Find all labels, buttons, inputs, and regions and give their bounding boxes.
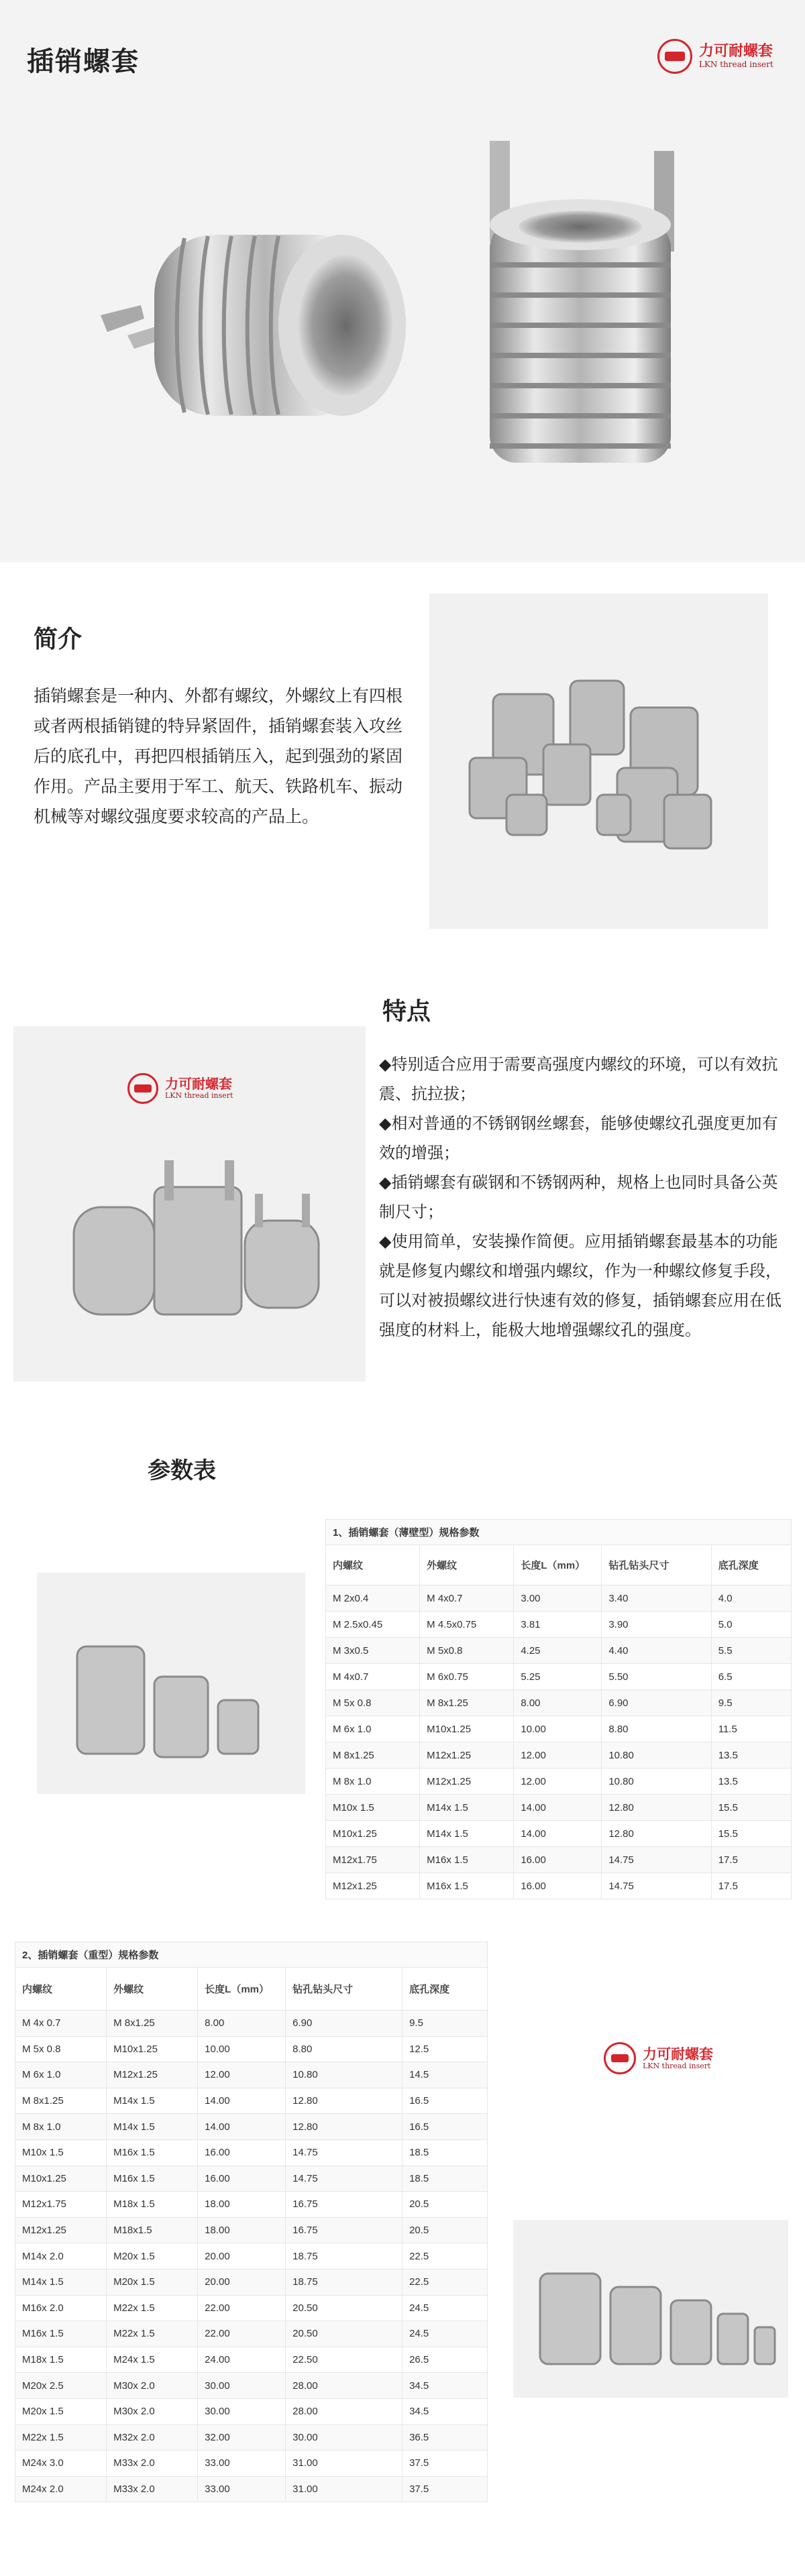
table-cell: M16x 1.5 <box>15 2321 107 2347</box>
table-cell: 10.00 <box>514 1716 602 1742</box>
table-cell: 18.5 <box>402 2139 488 2166</box>
table-cell: M14x 1.5 <box>420 1795 514 1821</box>
table-cell: M30x 2.0 <box>107 2398 198 2424</box>
table-cell: 31.00 <box>286 2476 402 2502</box>
table-cell: M14x 1.5 <box>420 1821 514 1847</box>
table-cell: M 6x0.75 <box>420 1664 514 1690</box>
params-product-photo <box>37 1573 305 1794</box>
table-cell: M16x 1.5 <box>107 2166 198 2192</box>
table-cell: M12x1.75 <box>15 2192 107 2218</box>
table-cell: 20.50 <box>286 2295 402 2321</box>
table-cell: M 5x 0.8 <box>326 1690 420 1716</box>
table-cell: 26.5 <box>402 2347 488 2373</box>
table-cell: 33.00 <box>198 2476 286 2502</box>
table-caption: 2、插销螺套（重型）规格参数 <box>15 1942 488 1967</box>
table-row <box>326 1690 792 1716</box>
table-row <box>15 2373 488 2399</box>
table-cell: 13.5 <box>711 1769 791 1795</box>
table-cell: M16x 1.5 <box>420 1847 514 1873</box>
table-cell: M14x 2.0 <box>15 2243 107 2270</box>
table-row <box>15 2011 488 2037</box>
table-cell: 8.80 <box>602 1716 711 1742</box>
table-cell: 4.0 <box>711 1585 791 1612</box>
table-row <box>326 1742 792 1769</box>
table-cell: 12.00 <box>514 1742 602 1769</box>
table-cell: 24.5 <box>402 2321 488 2347</box>
table-cell: 12.80 <box>602 1821 711 1847</box>
table-cell: 9.5 <box>711 1690 791 1716</box>
features-title: 特点 <box>382 998 431 1025</box>
table-row <box>15 2269 488 2295</box>
table-cell: 36.5 <box>402 2424 488 2451</box>
table-cell: M30x 2.0 <box>107 2373 198 2399</box>
table-cell: 32.00 <box>198 2424 286 2451</box>
table-cell: 15.5 <box>711 1821 791 1847</box>
table-cell: M12x1.25 <box>420 1769 514 1795</box>
table-row <box>326 1795 792 1821</box>
table-cell: 22.00 <box>198 2295 286 2321</box>
table-cell: 14.75 <box>602 1847 711 1873</box>
table-cell: 6.90 <box>286 2011 402 2037</box>
table-header-cell: 长度L（mm） <box>514 1545 602 1585</box>
table-cell: M10x 1.5 <box>15 2139 107 2166</box>
table-cell: M10x1.25 <box>420 1716 514 1742</box>
table-cell: M12x1.75 <box>326 1847 420 1873</box>
table-cell: 34.5 <box>402 2398 488 2424</box>
table-row <box>15 2424 488 2451</box>
table-cell: 8.00 <box>198 2011 286 2037</box>
table-row <box>15 2166 488 2192</box>
features-logo <box>127 1073 233 1104</box>
intro-text: 插销螺套是一种内、外都有螺纹，外螺纹上有四根或者两根插销键的特异紧固件，插销螺套装入攻丝后的底孔中，再把四根插销压入，起到强劲的紧固作用。产品主要用于军工、航天、铁路机车、振动机械等对螺纹强度要求较高的产品上。 <box>34 686 403 826</box>
table-row <box>15 2088 488 2114</box>
table-cell: M 5x0.8 <box>420 1638 514 1664</box>
table-row <box>326 1847 792 1873</box>
table-cell: 37.5 <box>402 2476 488 2502</box>
table-cell: 14.75 <box>286 2166 402 2192</box>
table-cell: M18x 1.5 <box>15 2347 107 2373</box>
table-cell: 5.5 <box>711 1638 791 1664</box>
params-product-photo-2 <box>513 2220 788 2398</box>
params-title: 参数表 <box>148 1457 216 1484</box>
logo-seal-icon <box>127 1073 158 1104</box>
table-header-cell: 底孔深度 <box>711 1545 791 1585</box>
table-cell: M 4x 0.7 <box>15 2011 107 2037</box>
table-cell: 16.5 <box>402 2114 488 2140</box>
table-cell: 12.80 <box>286 2088 402 2114</box>
table-cell: M22x 1.5 <box>15 2424 107 2451</box>
brand-logo <box>657 39 773 74</box>
table-cell: 22.50 <box>286 2347 402 2373</box>
table-cell: 8.80 <box>286 2036 402 2062</box>
table-cell: 6.90 <box>602 1690 711 1716</box>
table-cell: M 8x1.25 <box>326 1742 420 1769</box>
table-cell: 20.5 <box>402 2217 488 2243</box>
table-cell: M24x 2.0 <box>15 2476 107 2502</box>
table-cell: M 4.5x0.75 <box>420 1612 514 1638</box>
table-row <box>15 2139 488 2166</box>
table-cell: 17.5 <box>711 1847 791 1873</box>
table-row <box>15 2295 488 2321</box>
table-cell: 31.00 <box>286 2451 402 2477</box>
table-cell: 10.80 <box>286 2062 402 2088</box>
table-cell: 14.75 <box>286 2139 402 2166</box>
table-cell: 12.80 <box>602 1795 711 1821</box>
table-cell: M 2.5x0.45 <box>326 1612 420 1638</box>
table-cell: M12x1.25 <box>420 1742 514 1769</box>
logo-seal-icon <box>657 39 692 74</box>
table-cell: M22x 1.5 <box>107 2321 198 2347</box>
table-cell: 3.81 <box>514 1612 602 1638</box>
table-cell: 9.5 <box>402 2011 488 2037</box>
table-cell: M12x1.25 <box>326 1873 420 1899</box>
table-cell: 16.75 <box>286 2217 402 2243</box>
table-row <box>15 2347 488 2373</box>
page-title: 插销螺套 <box>27 46 140 77</box>
table-cell: M16x 1.5 <box>107 2139 198 2166</box>
table-cell: 5.0 <box>711 1612 791 1638</box>
table-row <box>326 1716 792 1742</box>
table-row <box>15 2036 488 2062</box>
table-cell: 12.00 <box>514 1769 602 1795</box>
table-header-cell: 外螺纹 <box>107 1968 198 2011</box>
table-cell: 14.75 <box>602 1873 711 1899</box>
table-header-cell: 内螺纹 <box>326 1545 420 1585</box>
table-row <box>15 2243 488 2270</box>
logo-en: LKN thread insert <box>699 59 773 69</box>
table-cell: M 8x1.25 <box>420 1690 514 1716</box>
spec-table-heavy <box>15 1942 488 2502</box>
logo-cn: 力可耐螺套 <box>643 2045 713 2062</box>
table-cell: M12x1.25 <box>107 2062 198 2088</box>
table-cell: 14.00 <box>514 1821 602 1847</box>
table-cell: 10.00 <box>198 2036 286 2062</box>
hero-banner <box>0 0 805 562</box>
table-cell: 14.00 <box>514 1795 602 1821</box>
table-cell: M16x 2.0 <box>15 2295 107 2321</box>
table-cell: 16.00 <box>198 2166 286 2192</box>
table-cell: 4.40 <box>602 1638 711 1664</box>
table-cell: 28.00 <box>286 2398 402 2424</box>
logo-cn: 力可耐螺套 <box>699 42 773 60</box>
table-cell: 30.00 <box>198 2398 286 2424</box>
table-header-cell: 内螺纹 <box>15 1968 107 2011</box>
table-cell: 24.5 <box>402 2295 488 2321</box>
table-cell: 10.80 <box>602 1769 711 1795</box>
table-cell: M33x 2.0 <box>107 2451 198 2477</box>
table-cell: 28.00 <box>286 2373 402 2399</box>
table-cell: M 8x1.25 <box>15 2088 107 2114</box>
logo-en: LKN thread insert <box>643 2061 711 2070</box>
table-cell: 16.5 <box>402 2088 488 2114</box>
table-cell: M 8x1.25 <box>107 2011 198 2037</box>
table-cell: 16.00 <box>514 1847 602 1873</box>
table-row <box>15 2192 488 2218</box>
table-cell: 3.90 <box>602 1612 711 1638</box>
table-cell: M10x1.25 <box>107 2036 198 2062</box>
table-cell: 20.00 <box>198 2269 286 2295</box>
params-logo <box>604 2042 713 2074</box>
feature-item: ◆相对普通的不锈钢钢丝螺套，能够使螺纹孔强度更加有效的增强； <box>379 1114 778 1162</box>
table-row <box>15 2321 488 2347</box>
table-cell: M20x 2.5 <box>15 2373 107 2399</box>
feature-item: ◆使用简单，安装操作简便。应用插销螺套最基本的功能就是修复内螺纹和增强内螺纹，作为一种螺纹修复手段，可以对被损螺纹进行快速有效的修复，插销螺套应用在低强度的材料上，能极大地增强螺纹孔的强度。 <box>379 1232 782 1339</box>
feature-item: ◆插销螺套有碳钢和不锈钢两种，规格上也同时具备公英制尺寸； <box>379 1173 778 1221</box>
table-cell: M18x 1.5 <box>107 2192 198 2218</box>
table-cell: 4.25 <box>514 1638 602 1664</box>
intro-product-photo <box>429 594 768 929</box>
table-row <box>15 2062 488 2088</box>
table-row <box>326 1612 792 1638</box>
logo-seal-icon <box>604 2042 636 2074</box>
table-cell: 18.00 <box>198 2217 286 2243</box>
table-cell: M14x 1.5 <box>107 2088 198 2114</box>
table-cell: M24x 1.5 <box>107 2347 198 2373</box>
table-cell: 20.00 <box>198 2243 286 2270</box>
table-header-cell: 底孔深度 <box>402 1968 488 2011</box>
table-cell: 3.40 <box>602 1585 711 1612</box>
table-cell: 18.75 <box>286 2269 402 2295</box>
table-cell: 22.00 <box>198 2321 286 2347</box>
table-cell: 12.80 <box>286 2114 402 2140</box>
table-cell: 5.25 <box>514 1664 602 1690</box>
table-cell: 14.5 <box>402 2062 488 2088</box>
table-cell: M24x 3.0 <box>15 2451 107 2477</box>
table-cell: 22.5 <box>402 2269 488 2295</box>
table-cell: 10.80 <box>602 1742 711 1769</box>
table-cell: M 4x0.7 <box>326 1664 420 1690</box>
table-row <box>326 1585 792 1612</box>
table-cell: 14.00 <box>198 2114 286 2140</box>
table-cell: M14x 1.5 <box>15 2269 107 2295</box>
table-cell: M 4x0.7 <box>420 1585 514 1612</box>
table-cell: M10x1.25 <box>326 1821 420 1847</box>
hero-product-photo <box>0 0 805 562</box>
intro-title: 简介 <box>34 626 83 653</box>
table-cell: 12.00 <box>198 2062 286 2088</box>
table-row <box>15 2217 488 2243</box>
table-row <box>326 1873 792 1899</box>
table-header-cell: 钻孔钻头尺寸 <box>602 1545 711 1585</box>
table-caption: 1、插销螺套（薄壁型）规格参数 <box>325 1519 792 1545</box>
table-cell: 8.00 <box>514 1690 602 1716</box>
table-row <box>15 2476 488 2502</box>
table-cell: M10x 1.5 <box>326 1795 420 1821</box>
table-cell: M12x1.25 <box>15 2217 107 2243</box>
table-header-cell: 钻孔钻头尺寸 <box>286 1968 402 2011</box>
table-cell: 16.00 <box>198 2139 286 2166</box>
table-cell: 18.5 <box>402 2166 488 2192</box>
table-cell: 11.5 <box>711 1716 791 1742</box>
table-cell: M 8x 1.0 <box>15 2114 107 2140</box>
table-cell: 14.00 <box>198 2088 286 2114</box>
table-row <box>15 2451 488 2477</box>
table-header-cell: 长度L（mm） <box>198 1968 286 2011</box>
table-cell: M 8x 1.0 <box>326 1769 420 1795</box>
table-cell: 34.5 <box>402 2373 488 2399</box>
table-cell: M 5x 0.8 <box>15 2036 107 2062</box>
table-cell: M 6x 1.0 <box>326 1716 420 1742</box>
table-row <box>15 2114 488 2140</box>
table-cell: 5.50 <box>602 1664 711 1690</box>
table-cell: M20x 1.5 <box>107 2243 198 2270</box>
table-cell: 3.00 <box>514 1585 602 1612</box>
table-cell: M22x 1.5 <box>107 2295 198 2321</box>
table-cell: 30.00 <box>286 2424 402 2451</box>
table-cell: M20x 1.5 <box>15 2398 107 2424</box>
table-row <box>326 1769 792 1795</box>
table-cell: 20.5 <box>402 2192 488 2218</box>
table-cell: M10x1.25 <box>15 2166 107 2192</box>
logo-en: LKN thread insert <box>165 1091 233 1101</box>
table-header-cell: 外螺纹 <box>420 1545 514 1585</box>
table-cell: M18x1.5 <box>107 2217 198 2243</box>
table-cell: M 3x0.5 <box>326 1638 420 1664</box>
table-cell: 30.00 <box>198 2373 286 2399</box>
table-row <box>326 1638 792 1664</box>
features-list <box>379 1050 788 1345</box>
table-cell: 18.75 <box>286 2243 402 2270</box>
table-row <box>15 2398 488 2424</box>
table-cell: 22.5 <box>402 2243 488 2270</box>
table-cell: 16.75 <box>286 2192 402 2218</box>
table-cell: M16x 1.5 <box>420 1873 514 1899</box>
table-cell: 33.00 <box>198 2451 286 2477</box>
feature-item: ◆特别适合应用于需要高强度内螺纹的环境，可以有效抗震、抗拉拔； <box>379 1055 778 1103</box>
table-cell: 16.00 <box>514 1873 602 1899</box>
table-cell: M14x 1.5 <box>107 2114 198 2140</box>
table-cell: 6.5 <box>711 1664 791 1690</box>
table-cell: 24.00 <box>198 2347 286 2373</box>
table-cell: 15.5 <box>711 1795 791 1821</box>
table-cell: M32x 2.0 <box>107 2424 198 2451</box>
table-row <box>326 1821 792 1847</box>
table-cell: M33x 2.0 <box>107 2476 198 2502</box>
table-cell: 12.5 <box>402 2036 488 2062</box>
table-cell: M20x 1.5 <box>107 2269 198 2295</box>
table-cell: 17.5 <box>711 1873 791 1899</box>
spec-table-thin-wall <box>325 1519 792 1899</box>
table-cell: 13.5 <box>711 1742 791 1769</box>
table-cell: 18.00 <box>198 2192 286 2218</box>
table-cell: M 2x0.4 <box>326 1585 420 1612</box>
table-row <box>326 1664 792 1690</box>
logo-cn: 力可耐螺套 <box>165 1076 232 1093</box>
table-cell: 37.5 <box>402 2451 488 2477</box>
table-cell: M 6x 1.0 <box>15 2062 107 2088</box>
table-cell: 20.50 <box>286 2321 402 2347</box>
